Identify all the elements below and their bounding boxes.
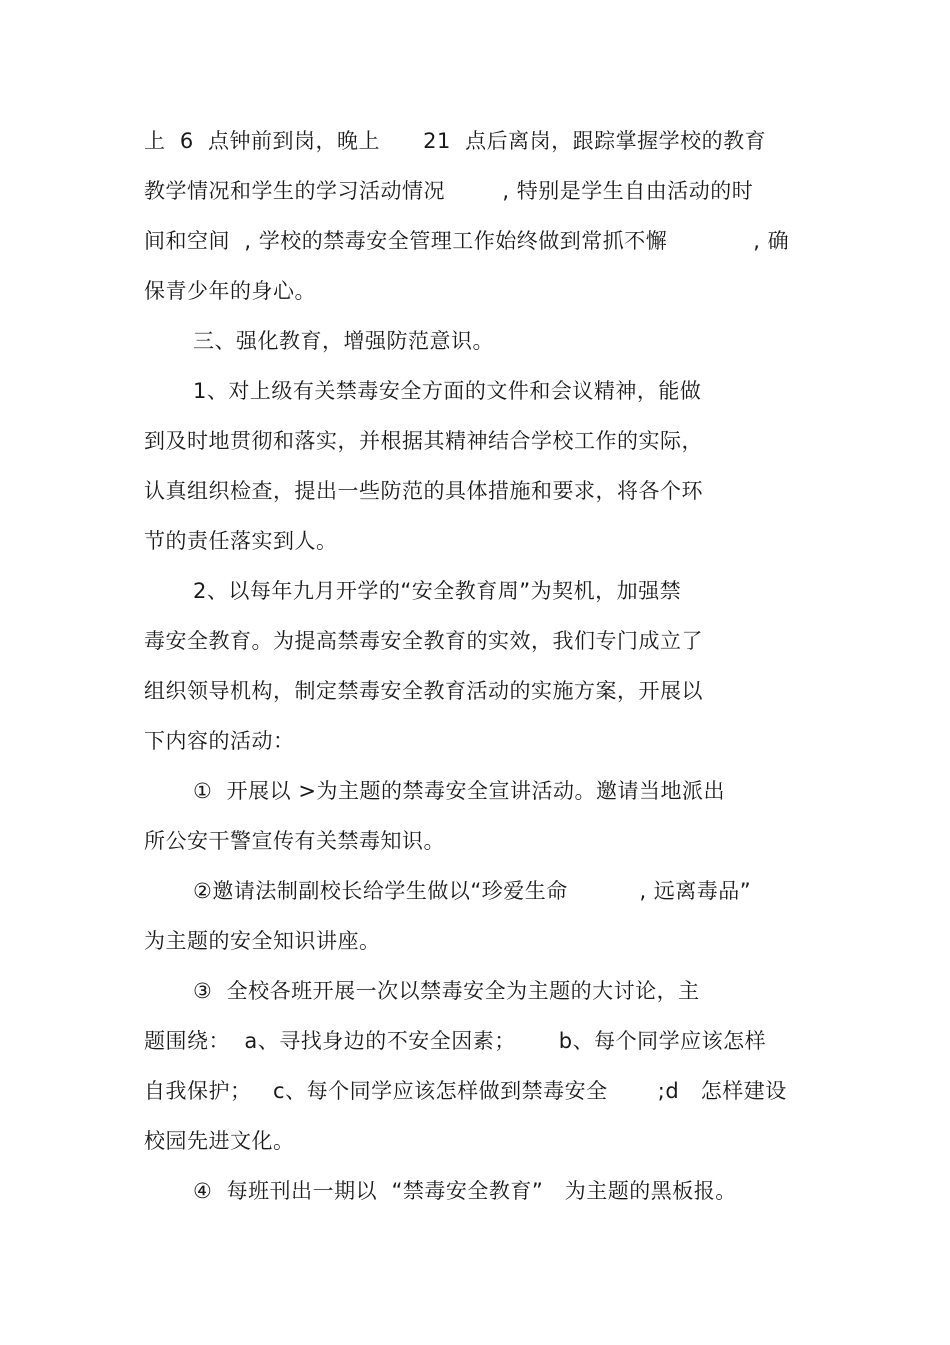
paragraph-line: 教学情况和学生的学习活动情况 , 特别是学生自由活动的时 <box>144 179 754 203</box>
paragraph-line: 自我保护； c、每个同学应该怎样做到禁毒安全 ;d 怎样建设 <box>144 1079 787 1103</box>
list-item: ① 开展以 >为主题的禁毒安全宣讲活动。邀请当地派出 <box>193 779 725 803</box>
list-item: ④ 每班刊出一期以 “禁毒安全教育” 为主题的黑板报。 <box>193 1179 737 1203</box>
paragraph-line: 题围绕： a、寻找身边的不安全因素； b、每个同学应该怎样 <box>144 1029 767 1053</box>
paragraph-line: 保青少年的身心。 <box>144 279 316 303</box>
paragraph-line: 节的责任落实到人。 <box>144 529 338 553</box>
paragraph-line: 为主题的安全知识讲座。 <box>144 929 381 953</box>
section-heading: 三、强化教育，增强防范意识。 <box>193 329 494 353</box>
paragraph-line: 到及时地贯彻和落实，并根据其精神结合学校工作的实际， <box>144 429 703 453</box>
paragraph-line: 1、对上级有关禁毒安全方面的文件和会议精神，能做 <box>193 379 702 403</box>
paragraph-line: 所公安干警宣传有关禁毒知识。 <box>144 829 445 853</box>
paragraph-line: 毒安全教育。为提高禁毒安全教育的实效，我们专门成立了 <box>144 629 703 653</box>
paragraph-line: 间和空间 , 学校的禁毒安全管理工作始终做到常抓不懈 , 确 <box>144 229 790 253</box>
list-item: ②邀请法制副校长给学生做以“珍爱生命 , 远离毒品” <box>193 879 752 903</box>
paragraph-line: 校园先进文化。 <box>144 1129 295 1153</box>
paragraph-line: 认真组织检查，提出一些防范的具体措施和要求，将各个环 <box>144 479 703 503</box>
list-item: ③ 全校各班开展一次以禁毒安全为主题的大讨论，主 <box>193 979 700 1003</box>
paragraph-line: 组织领导机构，制定禁毒安全教育活动的实施方案，开展以 <box>144 679 703 703</box>
paragraph-line: 上 6 点钟前到岗，晚上 21 点后离岗，跟踪掌握学校的教育 <box>144 129 767 153</box>
paragraph-line: 下内容的活动： <box>144 729 295 753</box>
paragraph-line: 2、以每年九月开学的“安全教育周”为契机，加强禁 <box>193 579 682 603</box>
